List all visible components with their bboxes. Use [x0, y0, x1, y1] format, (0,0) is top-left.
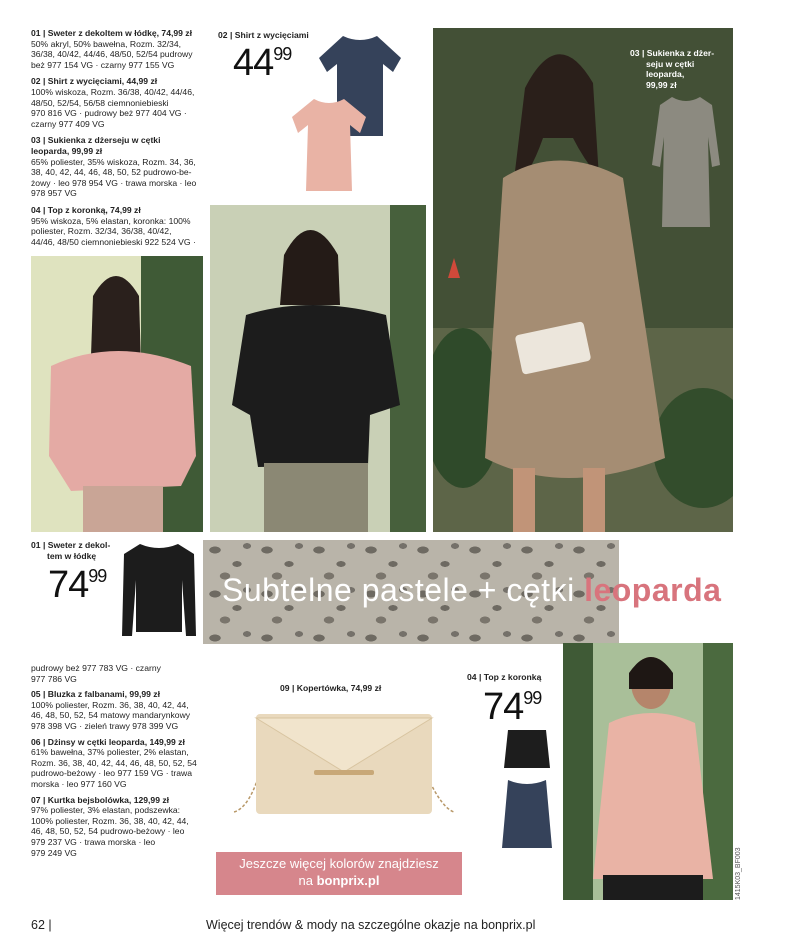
shirt-label: 02 | Shirt z wycięciami	[218, 30, 309, 40]
shirt-model-illustration	[210, 205, 426, 532]
item-04-description: 04 | Top z koronką, 74,99 zł 95% wiskoza, 5% elastan, koronka: 100% poliester, Rozm. 32/34, 36/38, 40/42, 44/46, 48/50 ciemnoniebieski 922 524 VG ·	[31, 204, 196, 247]
product-descriptions-bottom	[31, 663, 221, 858]
item-06-description: 06 | Dżinsy w cętki leoparda, 149,99 zł 61% bawełna, 37% poliester, 2% elastan, Rozm. 36, 38, 40, 42, 44, 46, 48, 50, 52, 54 pudrowo-beżowy · leo 977 159 VG · trawa morska · leo 977 160 VG	[31, 736, 197, 789]
headline: Subtelne pastele + cętki leoparda	[222, 572, 722, 608]
catalog-code: 1415K03_BF003	[735, 847, 742, 900]
lace-top-model-illustration	[563, 643, 733, 900]
leopard-dress-product	[650, 95, 722, 230]
blush-shirt-product	[290, 95, 368, 195]
footer-text: Więcej trendów & mody na szczególne okazje na bonprix.pl	[206, 918, 536, 932]
lace-top-price: 7499	[483, 686, 542, 728]
black-sweater-product	[120, 540, 198, 640]
cta-line-1: Jeszcze więcej kolorów znajdziesz	[239, 856, 439, 871]
cta-line-2: na bonprix.pl	[298, 873, 380, 888]
pink-sweater-photo	[31, 256, 203, 532]
item-01-description: 01 | Sweter z dekoltem w łódkę, 74,99 zł 50% akryl, 50% bawełna, Rozm. 32/34, 36/38, 40/42, 44/46, 48/50, 52/54 pudrowy beż 977 154 VG · czarny 977 155 VG	[31, 28, 193, 70]
clutch-product	[228, 708, 460, 828]
item-07-description: 07 | Kurtka bejsbolówka, 129,99 zł 97% poliester, 3% elastan, podszewka: 100% poliester, Rozm. 36, 38, 40, 42, 44, 46, 48, 50, 52, 54 pudrowo-beżowy · leo 979 237 VG · trawa morska · leo 979 249 VG	[31, 794, 189, 858]
item-02-description: 02 | Shirt z wycięciami, 44,99 zł 100% wiskoza, Rozm. 36/38, 40/42, 44/46, 48/50, 52/54, 56/58 ciemnoniebieski 970 816 VG · pudrowy beż 977 404 VG · czarny 977 409 VG	[31, 76, 195, 129]
shirt-price: 4499	[233, 42, 292, 84]
sweater-model-illustration	[31, 256, 203, 532]
more-colors-cta[interactable]	[216, 852, 462, 895]
lace-top-photo	[563, 643, 733, 900]
sweater-price: 7499	[48, 564, 107, 606]
lace-top-product	[498, 728, 556, 850]
clutch-label: 09 | Kopertówka, 74,99 zł	[280, 683, 382, 693]
sweater-label: 01 | Sweter z dekol- tem w łódkę	[31, 540, 111, 561]
item-03-description: 03 | Sukienka z dżerseju w cętki leoparda, 99,99 zł 65% poliester, 35% wiskoza, Rozm. 34, 36, 38, 40, 42, 44, 46, 48, 50, 52 pudrowo-be- żowy · leo 978 954 VG · trawa morska · leo 978 957 VG	[31, 135, 197, 199]
black-shirt-photo	[210, 205, 426, 532]
page-number: 62 |	[31, 918, 52, 932]
dress-label: 03 | Sukienka z dżer- seju w cętki leoparda, 99,99 zł	[630, 48, 715, 90]
product-descriptions-top	[31, 28, 216, 247]
item-05-description: 05 | Bluzka z falbanami, 99,99 zł 100% poliester, Rozm. 36, 38, 40, 42, 44, 46, 48, 50, 52, 54 matowy mandarynkowy 978 398 VG · zieleń trawy 978 399 VG	[31, 689, 191, 731]
item-04-continuation: pudrowy beż 977 783 VG · czarny 977 786 VG	[31, 663, 161, 684]
lace-top-label: 04 | Top z koronką	[467, 672, 542, 682]
